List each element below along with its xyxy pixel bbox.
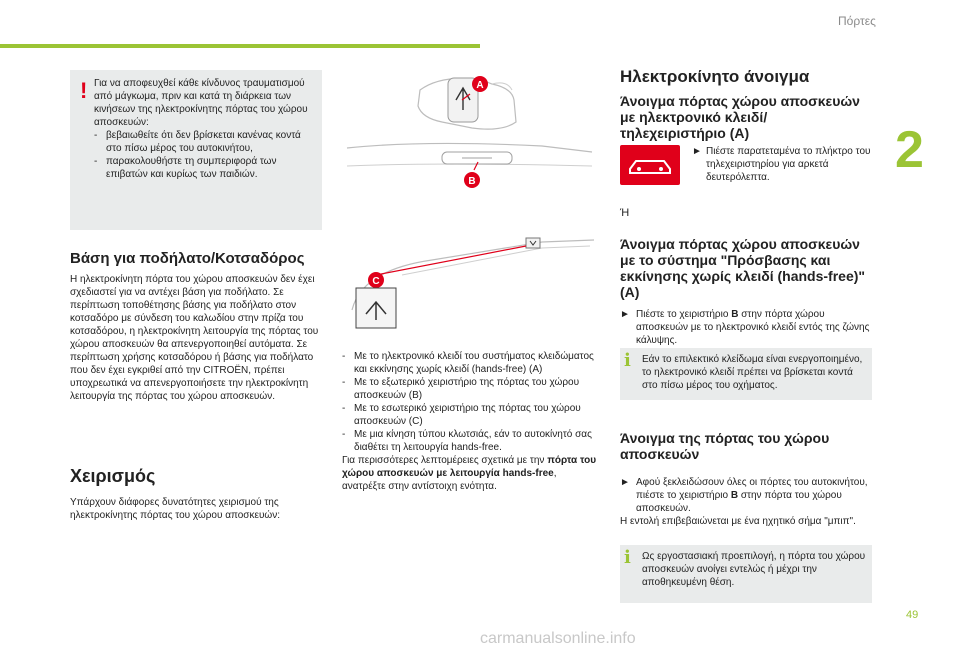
towbar-heading: Βάση για ποδήλατο/Κοτσαδόρος [70, 250, 305, 267]
warning-text: Για να αποφευχθεί κάθε κίνδυνος τραυματισμού από μάγκωμα, πριν και κατά τη διάρκεια των κινήσεων της ηλεκτροκίνητης πόρτας του χώρου αποσκευών: [94, 78, 308, 128]
warning-icon: ! [80, 78, 88, 103]
illustration-svg [342, 70, 600, 340]
info-icon: i [624, 547, 631, 568]
key-fob-drawing [418, 78, 516, 129]
method-item: - Με το εσωτερικό χειριστήριο της πόρτας του χώρου αποσκευών (C) [342, 403, 581, 427]
handsfree-opening-text: Πιέστε το χειριστήριο B στην πόρτα χώρου αποσκευών με το ηλεκτρονικό κλειδί εντός της ζώνης κάλυψης. [636, 309, 870, 346]
methods-list [342, 350, 600, 493]
or-separator: Ή [620, 207, 630, 219]
controls-text: Υπάρχουν διάφορες δυνατότητες χειρισμού της ηλεκτροκίνητης πόρτας του χώρου αποσκευών: [70, 497, 280, 521]
chapter-number: 2 [895, 121, 924, 179]
info-text: Ως εργοστασιακή προεπιλογή, η πόρτα του χώρου αποσκευών ανοίγει εντελώς ή μέχρι την αποθηκευμένη θέση. [642, 551, 866, 588]
warning-box [70, 70, 322, 230]
tailgate-opening-heading: Άνοιγμα της πόρτας του χώρου αποσκευών [620, 430, 830, 462]
bullet-icon: ► [620, 477, 630, 488]
page-number: 49 [906, 609, 919, 621]
callout-a-label: A [476, 80, 484, 91]
warning-body [94, 77, 316, 181]
info-box-default-opening [620, 545, 872, 603]
info-box-selective-lock [620, 348, 872, 400]
header-accent-bar [0, 44, 480, 48]
tailgate-opening-text: Αφού ξεκλειδώσουν όλες οι πόρτες του αυτοκινήτου, πιέστε το χειριστήριο B στην πόρτα του χώρου αποσκευών. [636, 477, 868, 514]
remote-key-icon [620, 145, 680, 185]
header-title: Πόρτες [838, 14, 876, 28]
bullet-icon: ► [620, 309, 630, 320]
method-item: - Με το εξωτερικό χειριστήριο της πόρτας του χώρου αποσκευών (B) [342, 377, 580, 401]
tailgate-handle-drawing [347, 143, 592, 166]
remote-opening-text: Πιέστε παρατεταμένα το πλήκτρο του τηλεχειριστηρίου για αρκετά δευτερόλεπτα. [706, 146, 871, 183]
electric-opening-heading: Ηλεκτροκίνητο άνοιγμα [620, 67, 810, 86]
towbar-text: Η ηλεκτροκίνητη πόρτα του χώρου αποσκευών δεν έχει σχεδιαστεί για να αντέχει βάση για ποδήλατο. Σε περίπτωση τοποθέτησης βάσης για ποδήλατο στον κοτσαδόρο με σύνδεση του καλωδίου στην πρίζα του κοτσαδόρου, η ηλεκτροκίνητη λειτουργία της πόρτας του χώρου αποσκευών θα απενεργοποιηθεί αυτόματα. Σε περίπτωση χρήσης κοτσαδόρου ή βάσης για ποδήλατο που δεν έχει εγκριθεί από την CITROËN, πρέπει υποχρεωτικά να απενεργοποιήσετε την ηλεκτροκίνητη λειτουργία της πόρτας του χώρου αποσκευών. [70, 274, 319, 402]
callout-c-label: C [372, 276, 380, 287]
car-rear-icon [620, 145, 680, 185]
methods-note: Για περισσότερες λεπτομέρειες σχετικά με την πόρτα του χώρου αποσκευών με λειτουργία hands-free, ανατρέξτε στην αντίστοιχη ενότητα. [342, 455, 597, 492]
tailgate-illustration [342, 70, 600, 340]
warning-item: - παρακολουθήστε τη συμπεριφορά των επιβατών και κυρίως των παιδιών. [94, 156, 277, 180]
bullet-icon: ► [692, 146, 702, 157]
method-item: - Με το ηλεκτρονικό κλειδί του συστήματος κλειδώματος και εκκίνησης χωρίς κλειδί (hands-free) (A) [342, 351, 594, 375]
controls-heading: Χειρισμός [70, 466, 156, 486]
watermark: carmanualsonline.info [480, 630, 636, 647]
info-text: Εάν το επιλεκτικό κλείδωμα είναι ενεργοποιημένο, το ηλεκτρονικό κλειδί πρέπει να βρίσκεται κοντά στο πίσω μέρος του οχήματος. [642, 354, 863, 391]
info-icon: i [624, 350, 631, 371]
warning-item: - βεβαιωθείτε ότι δεν βρίσκεται κανένας κοντά στο πίσω μέρος του αυτοκινήτου, [94, 130, 301, 154]
handsfree-opening-heading: Άνοιγμα πόρτας χώρου αποσκευών με το σύστημα "Πρόσβασης και εκκίνησης χωρίς κλειδί (hands-free)" (A) [620, 236, 866, 300]
remote-opening-heading: Άνοιγμα πόρτας χώρου αποσκευών με ηλεκτρονικό κλειδί/τηλεχειριστήριο (A) [620, 93, 860, 141]
method-item: - Με μια κίνηση τύπου κλωτσιάς, εάν το αυτοκίνητό σας διαθέτει τη λειτουργία hands-free. [342, 429, 592, 453]
tailgate-confirm-text: Η εντολή επιβεβαιώνεται με ένα ηχητικό σήμα "μπιπ". [620, 516, 856, 527]
callout-b-label: B [468, 176, 476, 187]
